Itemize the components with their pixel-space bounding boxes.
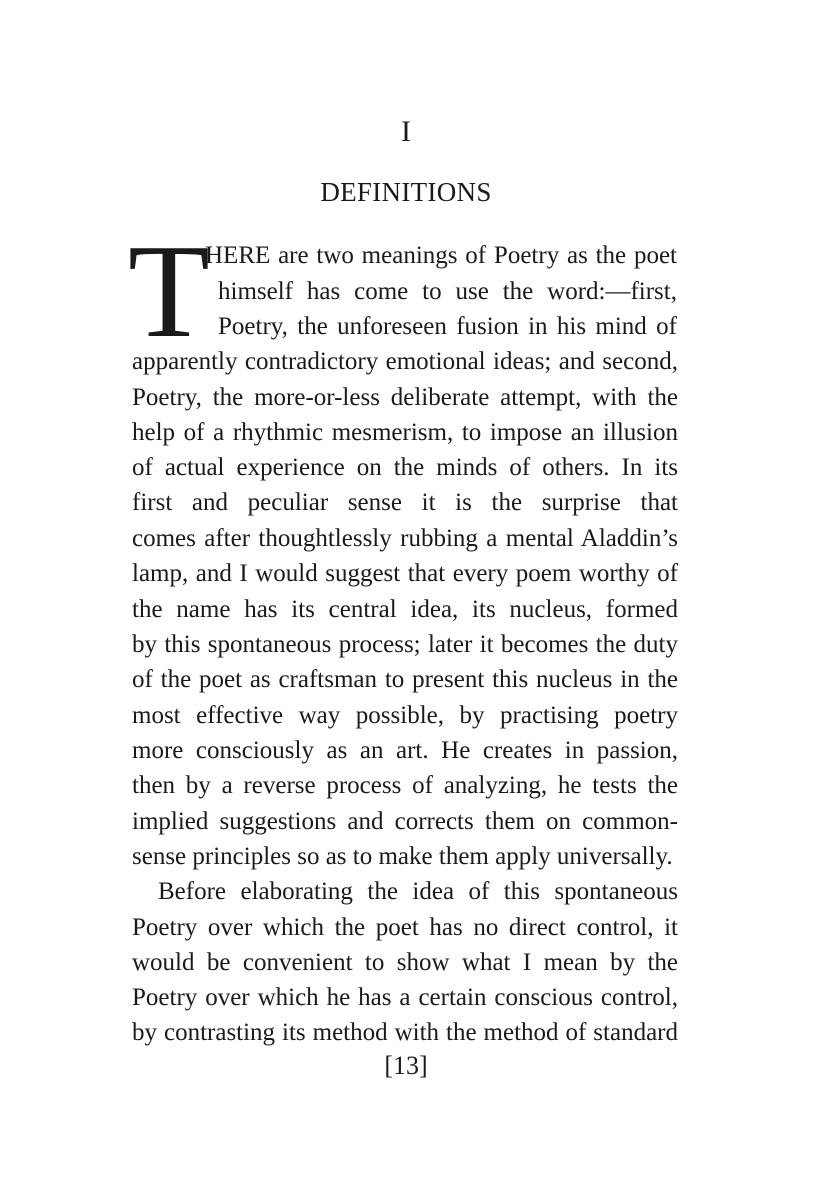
text-line: lamp, and I would suggest that every poem worthy of (132, 560, 678, 587)
drop-cap: T (128, 217, 210, 365)
text-line: more consciously as an art. He creates in passion, (132, 737, 678, 764)
text-line: would be convenient to show what I mean by the (132, 949, 678, 976)
text-line: himself has come to use the word:—first, (218, 278, 677, 305)
chapter-title: DEFINITIONS (320, 177, 492, 207)
text-line: first and peculiar sense it is the surprise that (132, 489, 678, 516)
text-line: comes after thoughtlessly rubbing a mental Aladdin’s (132, 525, 678, 552)
text-line: HERE are two meanings of Poetry as the poet (205, 242, 677, 269)
text-line: Poetry over which the poet has no direct control, it (132, 914, 678, 941)
text-line: by contrasting its method with the method of standard (132, 1019, 678, 1046)
text-line: most effective way possible, by practising poetry (132, 702, 678, 729)
text-line: of actual experience on the minds of others. In its (132, 454, 678, 481)
text-line: then by a reverse process of analyzing, he tests the (132, 772, 678, 799)
text-line: implied suggestions and corrects them on common- (132, 808, 678, 835)
text-line: of the poet as craftsman to present this nucleus in the (132, 666, 678, 693)
text-line: help of a rhythmic mesmerism, to impose an illusion (132, 419, 678, 446)
text-line: Before elaborating the idea of this spontaneous (158, 878, 678, 905)
text-line: apparently contradictory emotional ideas; and second, (132, 348, 678, 375)
text-line: Poetry over which he has a certain conscious control, (132, 984, 678, 1011)
text-line: by this spontaneous process; later it becomes the duty (132, 631, 678, 658)
text-line: Poetry, the more-or-less deliberate attempt, with the (132, 384, 678, 411)
chapter-number: I (401, 115, 411, 148)
page-number: [13] (384, 1051, 428, 1080)
text-line: the name has its central idea, its nucleus, formed (132, 596, 678, 623)
text-line: Poetry, the unforeseen fusion in his mind of (218, 313, 677, 340)
text-line: sense principles so as to make them apply universally. (132, 843, 673, 870)
